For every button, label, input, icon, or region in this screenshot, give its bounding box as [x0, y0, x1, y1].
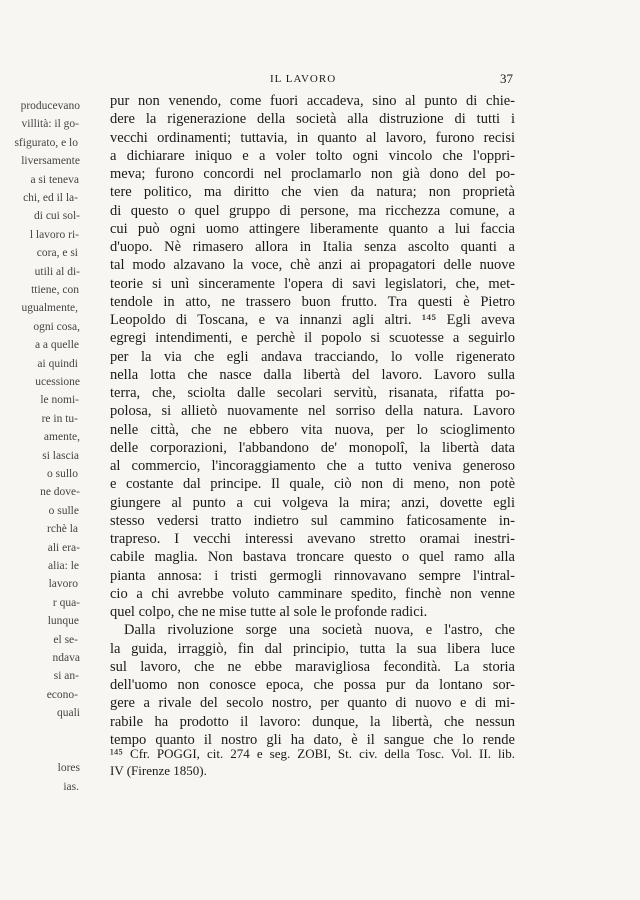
body-line: giungere al punto a cui volgeva la mira; anzi, dovette egli — [110, 494, 515, 511]
bleed-line: ne dove- — [40, 486, 80, 499]
body-line: a dichiarare iniquo e a voler tolto ogni vincolo che l'oppri- — [110, 147, 515, 164]
body-line: la guida, irraggiò, fin dal principio, tutta la sua libera luce — [110, 640, 515, 657]
body-line: rabile ha prodotto il lavoro: dunque, la libertà, che nessun — [110, 713, 515, 730]
bleed-line: utili al di- — [34, 265, 80, 278]
bleed-line: lores — [57, 762, 80, 775]
page-number: 37 — [500, 71, 513, 86]
bleed-line: lunque — [47, 615, 79, 628]
footnote-line: IV (Firenze 1850). — [110, 763, 207, 778]
body-line: e costante dal principe. Il quale, ciò non di meno, non potè — [110, 476, 515, 493]
bleed-line: a a quelle — [34, 339, 79, 352]
bleed-line: ias. — [63, 780, 79, 793]
bleed-line: ali era- — [47, 541, 80, 554]
bleed-line: amente, — [43, 431, 80, 444]
bleed-line: producevano — [20, 100, 80, 112]
bleed-line: rchè la — [47, 523, 78, 536]
body-line: Dalla rivoluzione sorge una società nuova, e l'astro, che — [124, 622, 515, 639]
body-line: d'uopo. Nè rimasero allora in Italia senza ascolto quanti a — [110, 239, 515, 255]
bleed-line: si lascia — [42, 449, 79, 462]
body-line: egregi intendimenti, e perchè il popolo si scuotesse a seguirlo — [110, 330, 515, 347]
body-line: di questo o quel gruppo di persone, ma ricchezza comune, a — [110, 202, 515, 219]
bleed-line: le nomi- — [40, 394, 79, 407]
bleed-line: chi, ed il la- — [23, 192, 78, 204]
bleed-line: ttiene, con — [31, 284, 79, 296]
bleed-line: a si teneva — [30, 173, 79, 186]
body-line: al commercio, l'incoraggiamento che a tutto veniva generoso — [110, 458, 515, 474]
bleed-line: alia: le — [48, 560, 79, 572]
bleed-line: l lavoro ri- — [29, 228, 79, 241]
facing-page-bleed — [0, 0, 82, 900]
bleed-line: villità: il go- — [21, 118, 79, 131]
body-line: teorie si unì sinceramente l'opera di savi legislatori, che, met- — [110, 275, 515, 292]
bleed-line: si an- — [53, 670, 79, 683]
body-line: stesso vedersi tratto indietro sul cammino faticosamente in- — [110, 512, 515, 529]
body-line: pur non venendo, come fuori accadeva, sino al punto di chie- — [110, 93, 515, 109]
body-line: tempo quanto il nostro gli ha dato, è il sangue che lo rende — [110, 731, 515, 748]
body-line: tendole in atto, ne trassero buon frutto. Tra questi è Pietro — [110, 293, 515, 310]
bleed-line: lavoro — [48, 578, 78, 591]
body-line: nella lotta che nasce dalla libertà del lavoro. Lavoro sulla — [110, 366, 515, 383]
body-line: meva; furono concordi nel proclamarlo non già dono del po- — [110, 166, 515, 182]
running-head: IL LAVORO — [270, 73, 337, 85]
body-line: cui può ogni uomo attingere liberamente quanto a lui faccia — [110, 220, 515, 237]
bleed-line: ai quindi — [37, 357, 78, 370]
body-line: pianta annosa: i tristi germogli rinnovavano sempre l'intral- — [110, 567, 515, 584]
bleed-line: o sullo — [47, 468, 78, 480]
bleed-line: ugualmente, — [21, 302, 78, 315]
bleed-line: o sulle — [48, 504, 79, 517]
body-line: quel colpo, che ne mise tutte al sole le profonde radici. — [110, 604, 428, 620]
body-line: sul lavoro, che ne ebbe maravigliosa fecondità. La storia — [110, 658, 515, 675]
body-line: trapreso. I vecchi interessi avevano stretto oramai inestri- — [110, 531, 515, 547]
bleed-line: r qua- — [52, 596, 80, 609]
body-line: per la via che egli andava tracciando, lo volle rigenerato — [110, 348, 515, 365]
body-line: tere politico, ma diritto che vien da natura; non proprietà — [110, 184, 515, 201]
footnote-line: ¹⁴⁵ Cfr. POGGI, cit. 274 e seg. ZOBI, St. civ. della Tosc. Vol. II. lib. — [110, 746, 515, 761]
bleed-line: econo- — [46, 688, 78, 701]
body-line: Leopoldo di Toscana, e va innanzi agli altri. ¹⁴⁵ Egli aveva — [110, 312, 515, 328]
body-line: nelle città, che ne ebbero vita nuova, per lo scioglimento — [110, 421, 515, 438]
bleed-line: cora, e si — [36, 247, 78, 260]
bleed-line: sfigurato, e lo — [14, 136, 78, 149]
body-line: dell'uomo non conosce epoca, che possa pur da lontano sor- — [110, 677, 515, 693]
body-line: polosa, si allietò nuovamente nel sorriso della natura. Lavoro — [110, 403, 515, 420]
body-line: tal modo alzavano la voce, chè anzi ai propagatori delle nuove — [110, 257, 515, 274]
body-line: dere la rigenerazione della società alla distruzione di tutti i — [110, 111, 515, 128]
bleed-line: el se- — [53, 633, 78, 646]
body-line: vecchi ordinamenti; tuttavia, in quanto al lavoro, furono recisi — [110, 129, 515, 146]
body-line: terra, che, sciolta dalle secolari servitù, risanata, rifatta po- — [110, 385, 515, 401]
bleed-line: quali — [57, 707, 80, 720]
bleed-line: ucessione — [35, 376, 80, 388]
bleed-line: re in tu- — [41, 412, 78, 425]
body-line: cio a chi avrebbe voluto camminare spedito, finchè non venne — [110, 585, 515, 602]
bleed-line: ogni cosa, — [33, 320, 80, 333]
bleed-line: ndava — [52, 652, 80, 664]
bleed-line: liversamente — [21, 155, 80, 168]
body-line: delle corporazioni, l'abbandono de' monopolî, la libertà data — [110, 439, 515, 456]
body-line: cabile maglia. Non bastava troncare questo o quel ramo alla — [110, 549, 515, 566]
body-line: gere a rivale del secolo nostro, per quanto di nuovo e di mi- — [110, 695, 515, 712]
bleed-line: di cui sol- — [34, 210, 80, 223]
